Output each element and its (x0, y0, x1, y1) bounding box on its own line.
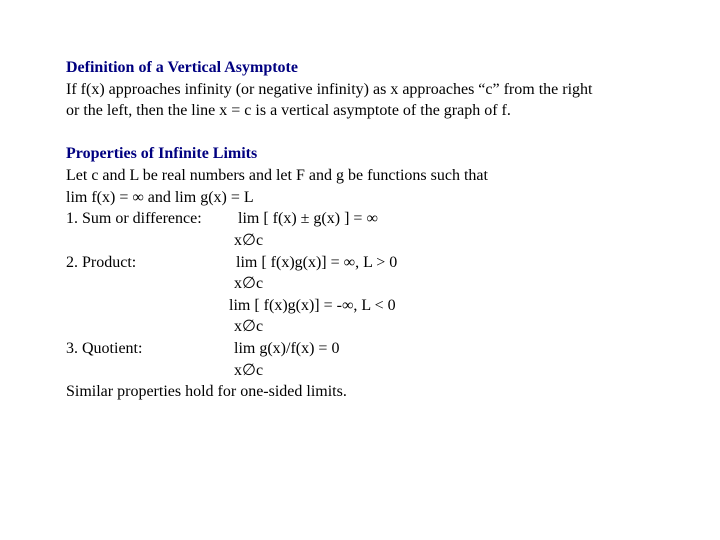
definition-title: Definition of a Vertical Asymptote (66, 59, 298, 76)
product-limit-subscript-1: x∅c (234, 275, 264, 292)
properties-title: Properties of Infinite Limits (66, 145, 258, 162)
sum-difference-expression: lim [ f(x) ± g(x) ] = ∞ (238, 210, 378, 227)
properties-intro-line-2: lim f(x) = ∞ and lim g(x) = L (66, 189, 254, 206)
sum-difference-label: 1. Sum or difference: (66, 210, 202, 227)
quotient-label: 3. Quotient: (66, 340, 143, 357)
properties-intro-line-1: Let c and L be real numbers and let F and g be functions such that (66, 167, 488, 184)
product-label: 2. Product: (66, 254, 137, 271)
quotient-expression: lim g(x)/f(x) = 0 (234, 340, 340, 357)
sum-difference-limit-subscript: x∅c (234, 232, 264, 249)
product-limit-subscript-2: x∅c (234, 318, 264, 335)
definition-text-line-2: or the left, then the line x = c is a vertical asymptote of the graph of f. (66, 102, 511, 119)
closing-note: Similar properties hold for one-sided limits. (66, 383, 347, 400)
product-expression-negative: lim [ f(x)g(x)] = -∞, L < 0 (229, 297, 396, 314)
quotient-limit-subscript: x∅c (234, 362, 264, 379)
definition-text-line-1: If f(x) approaches infinity (or negative infinity) as x approaches “c” from the right (66, 81, 593, 98)
product-expression-positive: lim [ f(x)g(x)] = ∞, L > 0 (236, 254, 398, 271)
